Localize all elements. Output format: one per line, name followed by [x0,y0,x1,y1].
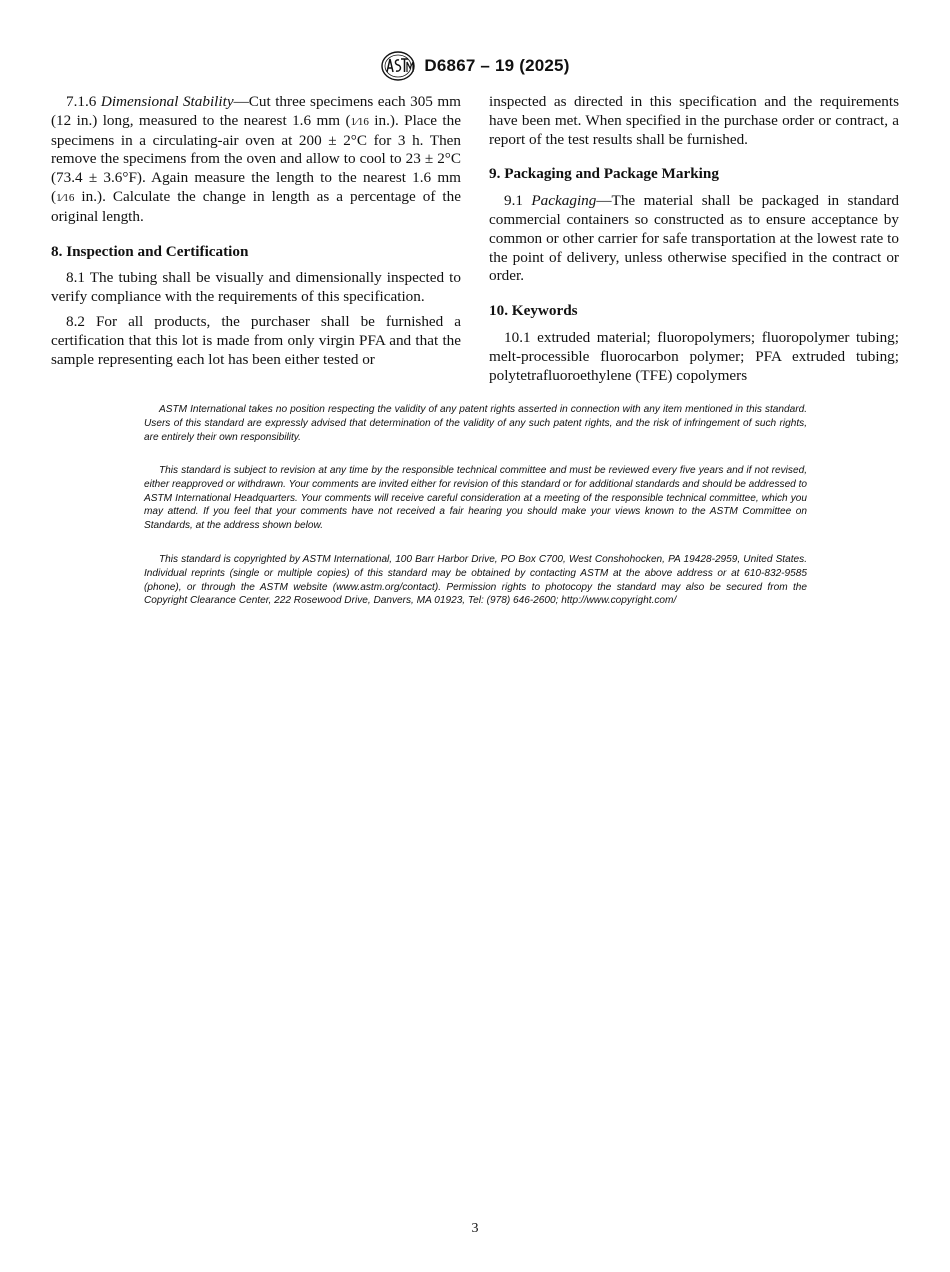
standard-designation: D6867 – 19 (2025) [424,56,570,75]
page-header [0,50,950,82]
paragraph-text: —The material shall be packaged in standard commercial containers so constructed as to ensure acceptance by common or other carrier for safe transportation at the lowest rate to the point of delivery, unless otherwise specified in the contract or order. [489,192,899,285]
section-heading-8: 8. Inspection and Certification [51,242,249,260]
right-column [489,93,899,391]
paragraph-7-1-6 [51,93,461,227]
paragraph-text: in.). Place the specimens in a circulating-air oven at 200 ± 2°C for 3 h. Then remove the specimens from the oven and allow to cool to 23 ± 2°C (73.4 ± 3.6°F). Again measure the length to the nearest 1.6 mm ( [51,111,461,205]
astm-logo-icon [380,50,416,82]
paragraph-title: Dimensional Stability [100,93,234,110]
patent-notice: ASTM International takes no position respecting the validity of any patent rights asserted in connection with any item mentioned in this standard. Users of this standard are expressly advised that determination of the validity of any such patent rights, and the risk of infringement of such rights, are entirely their own responsibility. [144,404,807,443]
paragraph-number: 9.1 [504,192,523,210]
fraction: 1⁄16 [56,191,75,204]
left-column [51,93,461,375]
paragraph-number: 7.1.6 [66,93,97,110]
paragraph-10-1: 10.1 extruded material; fluoropolymers; fluoropolymer tubing; melt-processible fluorocarbon polymer; PFA extruded tubing; polytetrafluoroethylene (TFE) copolymers [489,328,899,384]
paragraph-8-2: 8.2 For all products, the purchaser shall be furnished a certification that this lot is made from only virgin PFA and that the sample representing each lot has been either tested or [51,312,461,368]
revision-notice: This standard is subject to revision at any time by the responsible technical committee and must be reviewed every five years and if not revised, either reapproved or withdrawn. Your comments are invited either for revision of this standard or for additional standards and should be addressed to ASTM International Headquarters. Your comments will receive careful consideration at a meeting of the responsible technical committee, which you may attend. If you feel that your comments have not received a fair hearing you should make your views known to the ASTM Committee on Standards, at the address shown below. [144,465,808,532]
paragraph-8-2-continued: inspected as directed in this specification and the requirements have been met. When specified in the purchase order or contract, a report of the test results shall be furnished. [489,93,899,148]
paragraph-8-1: 8.1 The tubing shall be visually and dimensionally inspected to verify compliance with the requirements of this specification. [51,269,461,306]
page-number: 3 [471,1221,479,1236]
section-heading-9: 9. Packaging and Package Marking [489,165,719,183]
section-heading-10: 10. Keywords [489,302,578,320]
paragraph-9-1 [489,192,899,286]
paragraph-title: Packaging [531,192,597,210]
paragraph-text: —Cut three specimens each 305 mm (12 in.) long, measured to the nearest 1.6 mm ( [51,93,461,129]
paragraph-text: in.). Calculate the change in length as a percentage of the original length. [51,187,461,225]
copyright-notice: This standard is copyrighted by ASTM International, 100 Barr Harbor Drive, PO Box C700, West Conshohocken, PA 19428-2959, United States. Individual reprints (single or multiple copies) of this standard may be obtained by contacting ASTM at the above address or at 610-832-9585 (phone), or through the ASTM website (www.astm.org/contact). Permission rights to photocopy the standard may also be secured from the Copyright Clearance Center, 222 Rosewood Drive, Danvers, MA 01923, Tel: (978) 646-2600; http://www.copyright.com/ [144,554,807,607]
fraction: 1⁄16 [350,115,369,128]
